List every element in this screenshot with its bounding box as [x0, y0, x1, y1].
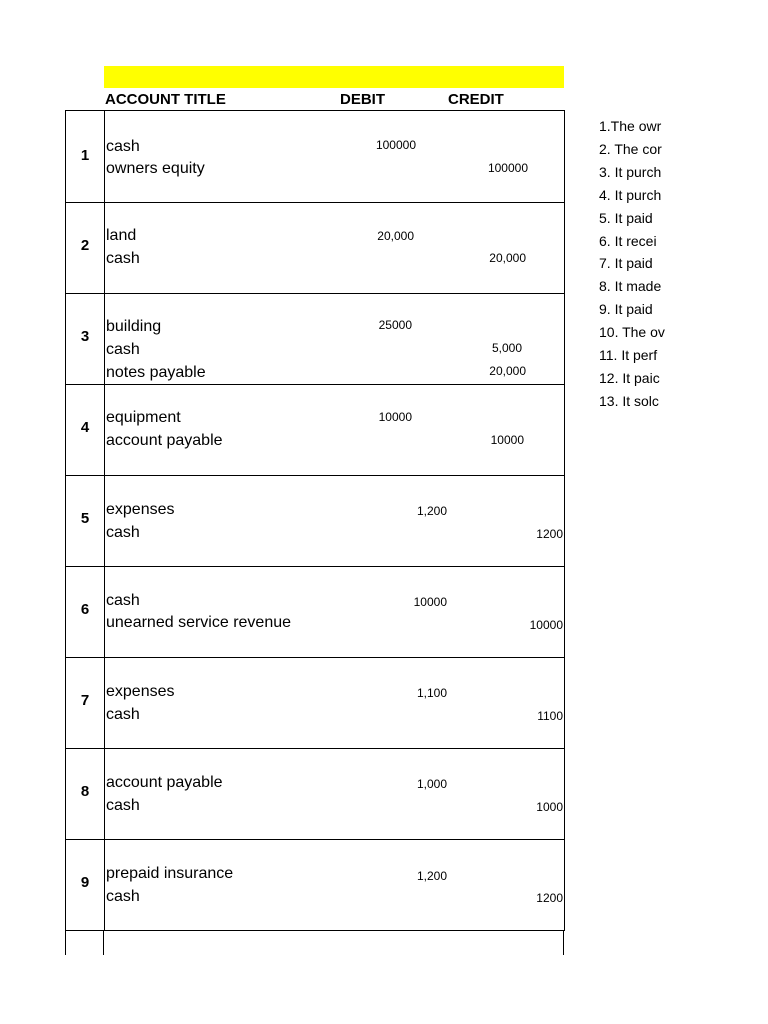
account-title: account payable: [106, 774, 223, 791]
debit-amount: 10000: [378, 410, 412, 424]
journal-entry: [65, 475, 565, 567]
credit-amount: 20,000: [489, 251, 526, 265]
debit-amount: 1,100: [416, 686, 447, 700]
title-bar-highlight: [104, 66, 564, 88]
account-title: notes payable: [106, 364, 206, 381]
credit-amount: 20,000: [489, 364, 526, 378]
debit-amount: 20,000: [377, 229, 414, 243]
journal-entry: [65, 566, 565, 658]
account-title: cash: [106, 524, 140, 541]
account-title: equipment: [106, 409, 181, 426]
journal-entry: [65, 384, 565, 476]
debit-amount: 1,200: [416, 504, 447, 518]
transaction-item: 13. It solc: [599, 392, 659, 409]
account-title: unearned service revenue: [106, 614, 292, 631]
journal-entry: [65, 110, 565, 203]
debit-amount: 1,000: [416, 777, 447, 791]
debit-amount: 1,200: [416, 869, 447, 883]
transaction-item: 9. It paid: [599, 301, 653, 318]
account-title: expenses: [106, 501, 175, 518]
header-credit: CREDIT: [448, 91, 504, 108]
entry-number: 2: [80, 237, 90, 254]
header-account-title: ACCOUNT TITLE: [105, 91, 226, 108]
account-title: cash: [106, 138, 140, 155]
cell-border: [103, 931, 104, 955]
transaction-item: 6. It recei: [599, 232, 657, 249]
transaction-list: [599, 115, 768, 413]
account-title: cash: [106, 341, 140, 358]
credit-amount: 1000: [536, 800, 563, 814]
journal-entry: [65, 748, 565, 840]
transaction-item: 12. It paic: [599, 369, 660, 386]
journal-entry: [65, 202, 565, 294]
transaction-item: 5. It paid: [599, 209, 653, 226]
account-title: owners equity: [106, 160, 205, 177]
entry-number: 4: [80, 419, 90, 436]
transaction-item: 10. The ov: [599, 324, 665, 341]
account-title: cash: [106, 706, 140, 723]
credit-amount: 10000: [490, 433, 524, 447]
account-title: land: [106, 227, 137, 244]
account-title: prepaid insurance: [106, 865, 234, 882]
debit-amount: 100000: [375, 138, 416, 152]
entry-number: 5: [80, 510, 90, 527]
credit-amount: 1200: [536, 891, 563, 905]
entry-number: 1: [80, 147, 90, 164]
account-title: account payable: [106, 432, 223, 449]
debit-amount: 25000: [378, 318, 412, 332]
header-debit: DEBIT: [340, 91, 385, 108]
entry-number: 8: [80, 783, 90, 800]
transaction-item: 11. It perf: [599, 347, 658, 364]
journal-entry: [65, 293, 565, 385]
transaction-item: 1.The owr: [599, 118, 662, 134]
transaction-item: 3. It purch: [599, 163, 662, 180]
account-title: building: [106, 318, 162, 335]
credit-amount: 1100: [537, 709, 563, 723]
cell-border: [563, 931, 564, 955]
journal-entry: [65, 839, 565, 931]
transaction-item: 7. It paid: [599, 255, 653, 272]
entry-number: 3: [80, 328, 90, 345]
credit-amount: 10000: [529, 618, 563, 632]
account-title: cash: [106, 250, 140, 267]
cell-border: [65, 931, 66, 955]
transaction-item: 4. It purch: [599, 186, 662, 203]
account-title: cash: [106, 592, 140, 609]
account-title: cash: [106, 797, 140, 814]
transaction-item: 2. The cor: [599, 140, 662, 157]
account-title: cash: [106, 888, 140, 905]
debit-amount: 10000: [413, 595, 447, 609]
account-title: expenses: [106, 683, 175, 700]
transaction-item: 8. It made: [599, 278, 662, 295]
credit-amount: 5,000: [491, 341, 522, 355]
entry-number: 9: [80, 874, 90, 891]
entry-number: 6: [80, 601, 90, 618]
entry-number: 7: [80, 692, 90, 709]
credit-amount: 1200: [536, 527, 563, 541]
credit-amount: 100000: [487, 161, 528, 175]
journal-entry: [65, 657, 565, 749]
